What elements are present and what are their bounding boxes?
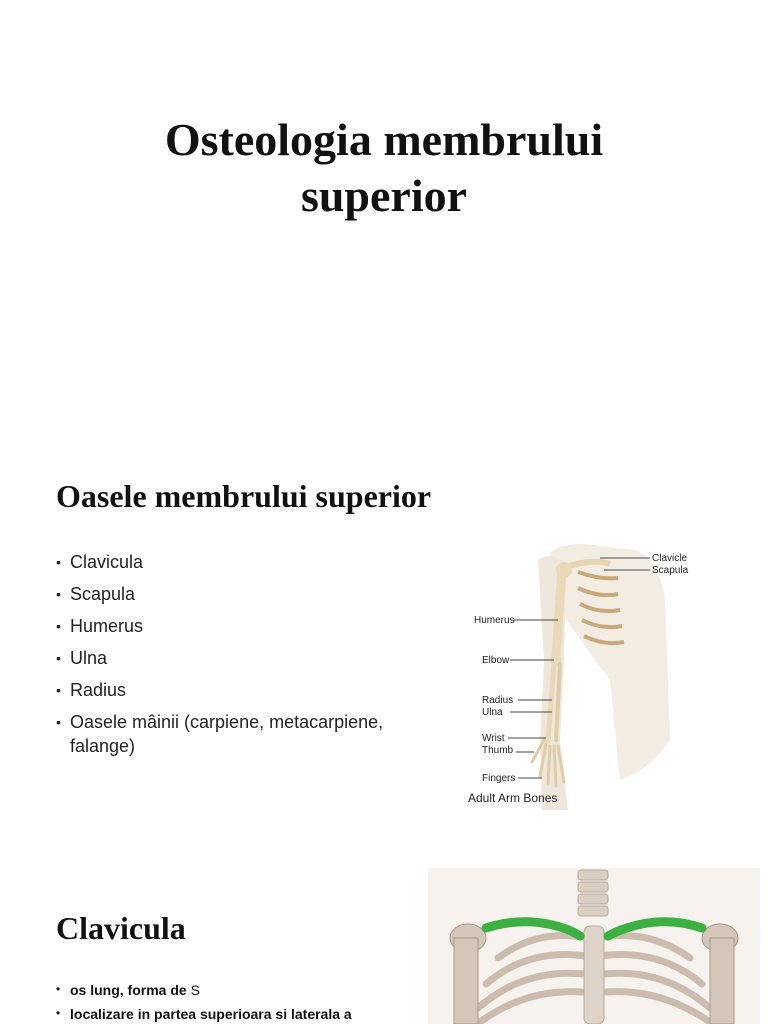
slide-divider — [0, 432, 768, 440]
label-ulna: Ulna — [482, 707, 503, 718]
list-item: • Humerus — [56, 614, 436, 638]
bones-slide — [0, 440, 768, 848]
label-scapula: Scapula — [652, 565, 689, 576]
fact-bold-text: localizare in partea superioara si laterala a — [70, 1006, 352, 1022]
label-radius: Radius — [482, 695, 514, 706]
title-line-1: Osteologia membrului — [164, 114, 604, 165]
label-wrist: Wrist — [482, 733, 505, 744]
slide-heading: Oasele membrului superior — [56, 478, 432, 514]
clavicula-facts-list — [56, 980, 436, 1024]
label-humerus: Humerus — [474, 615, 515, 626]
list-item — [56, 980, 436, 1000]
list-item: • Oasele mâinii (carpiene, metacarpiene, falange) — [56, 710, 436, 758]
label-fingers: Fingers — [482, 773, 516, 784]
title-line-2: superior — [300, 170, 468, 221]
list-item: • Scapula — [56, 582, 436, 606]
page-title — [0, 112, 768, 224]
label-elbow: Elbow — [482, 655, 510, 666]
title-slide — [0, 0, 768, 432]
slide-divider — [0, 848, 768, 856]
slide-heading: Clavicula — [56, 910, 186, 946]
label-thumb: Thumb — [482, 745, 514, 756]
arm-bones-illustration — [460, 540, 720, 820]
list-item — [56, 1004, 436, 1024]
list-item: • Clavicula — [56, 550, 436, 574]
list-item: • Radius — [56, 678, 436, 702]
label-clavicle: Clavicle — [652, 553, 688, 564]
fact-normal-text: S — [186, 982, 200, 998]
figure-caption: Adult Arm Bones — [468, 791, 558, 805]
bones-list — [56, 550, 436, 766]
clavicula-slide — [0, 856, 768, 1024]
fact-bold-text: os lung, forma de — [70, 982, 187, 998]
list-item: • Ulna — [56, 646, 436, 670]
clavicle-illustration — [428, 868, 760, 1024]
